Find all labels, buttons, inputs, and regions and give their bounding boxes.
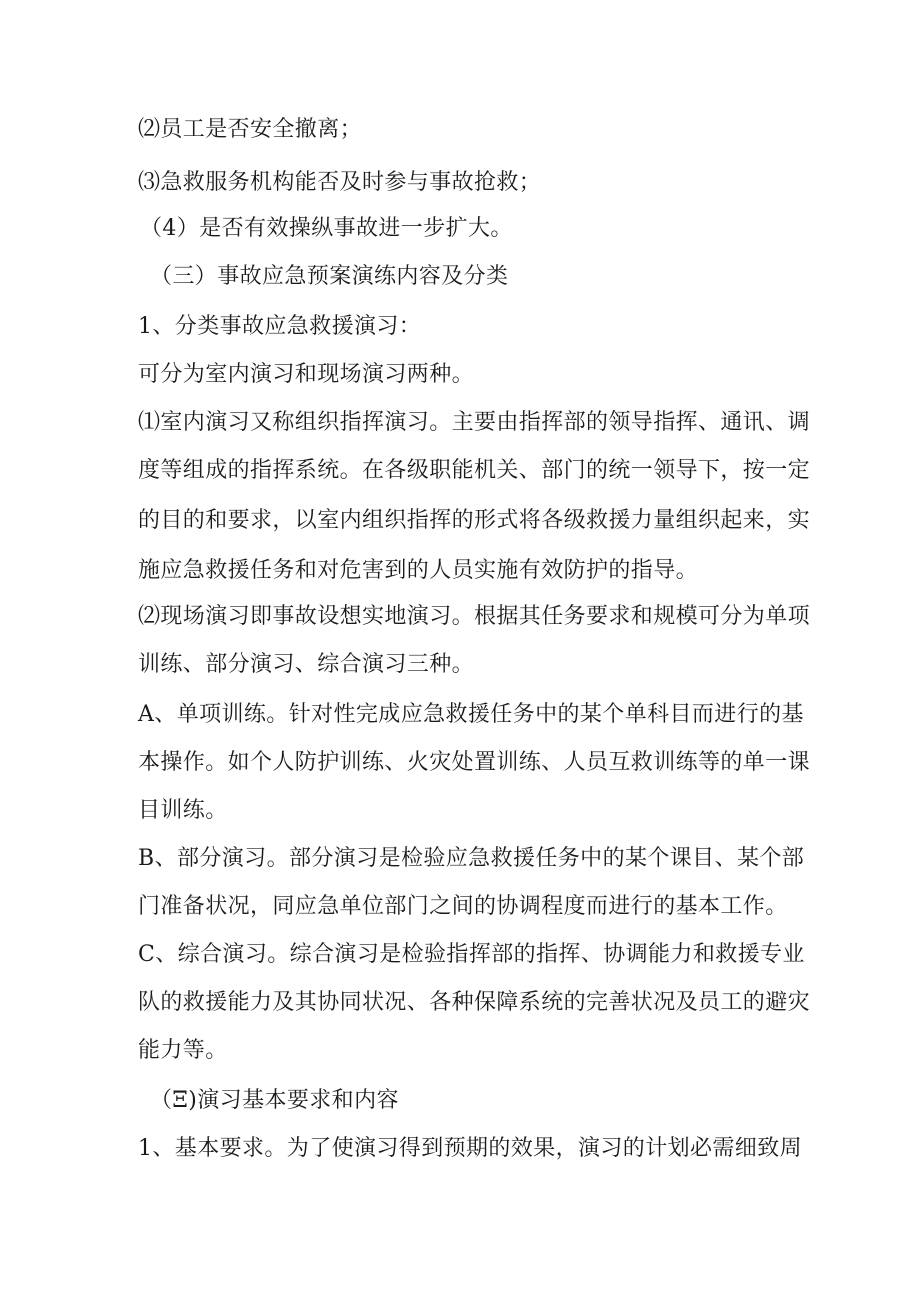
text-line: 能力等。 [138,1038,228,1063]
text-line: B、部分演习。部分演习是检验应急救援任务中的某个课目、某个部 [138,846,805,871]
text-line: 队的救援能力及其协同状况、各种保障系统的完善状况及员工的避灾 [138,990,811,1015]
text-line: ⑴室内演习又称组织指挥演习。主要由指挥部的领导指挥、通讯、调 [138,410,811,435]
text-line: C、综合演习。综合演习是检验指挥部的指挥、协调能力和救援专业 [138,942,805,967]
text-line: A、单项训练。针对性完成应急救援任务中的某个单科目而进行的基 [138,702,804,727]
section-heading: （Ξ)演习基本要求和内容 [150,1088,399,1113]
text-line: 训练、部分演习、综合演习三种。 [138,652,475,677]
text-line: 施应急救援任务和对危害到的人员实施有效防护的指导。 [138,558,699,583]
text-line: 1、分类事故应急救援演习： [138,314,422,339]
text-line: ⑶急救服务机构能否及时参与事故抢救； [138,170,542,195]
text-line: 本操作。如个人防护训练、火灾处置训练、人员互救训练等的单一课 [138,750,811,775]
text-line: ⑵员工是否安全撤离； [138,117,363,142]
text-line: 可分为室内演习和现场演习两种。 [138,362,475,387]
text-line: ⑵现场演习即事故设想实地演习。根据其任务要求和规模可分为单项 [138,604,811,629]
text-line: （4）是否有效操纵事故进一步扩大。 [140,216,513,241]
section-heading: （三）事故应急预案演练内容及分类 [150,264,509,289]
text-line: 目训练。 [138,798,228,823]
text-line: 门准备状况，同应急单位部门之间的协调程度而进行的基本工作。 [138,894,788,919]
text-line: 的目的和要求，以室内组织指挥的形式将各级救援力量组织起来，实 [138,508,811,533]
text-line: 度等组成的指挥系统。在各级职能机关、部门的统一领导下，按一定 [138,458,811,483]
text-line: 1、基本要求。为了使演习得到预期的效果，演习的计划必需细致周 [138,1136,802,1161]
